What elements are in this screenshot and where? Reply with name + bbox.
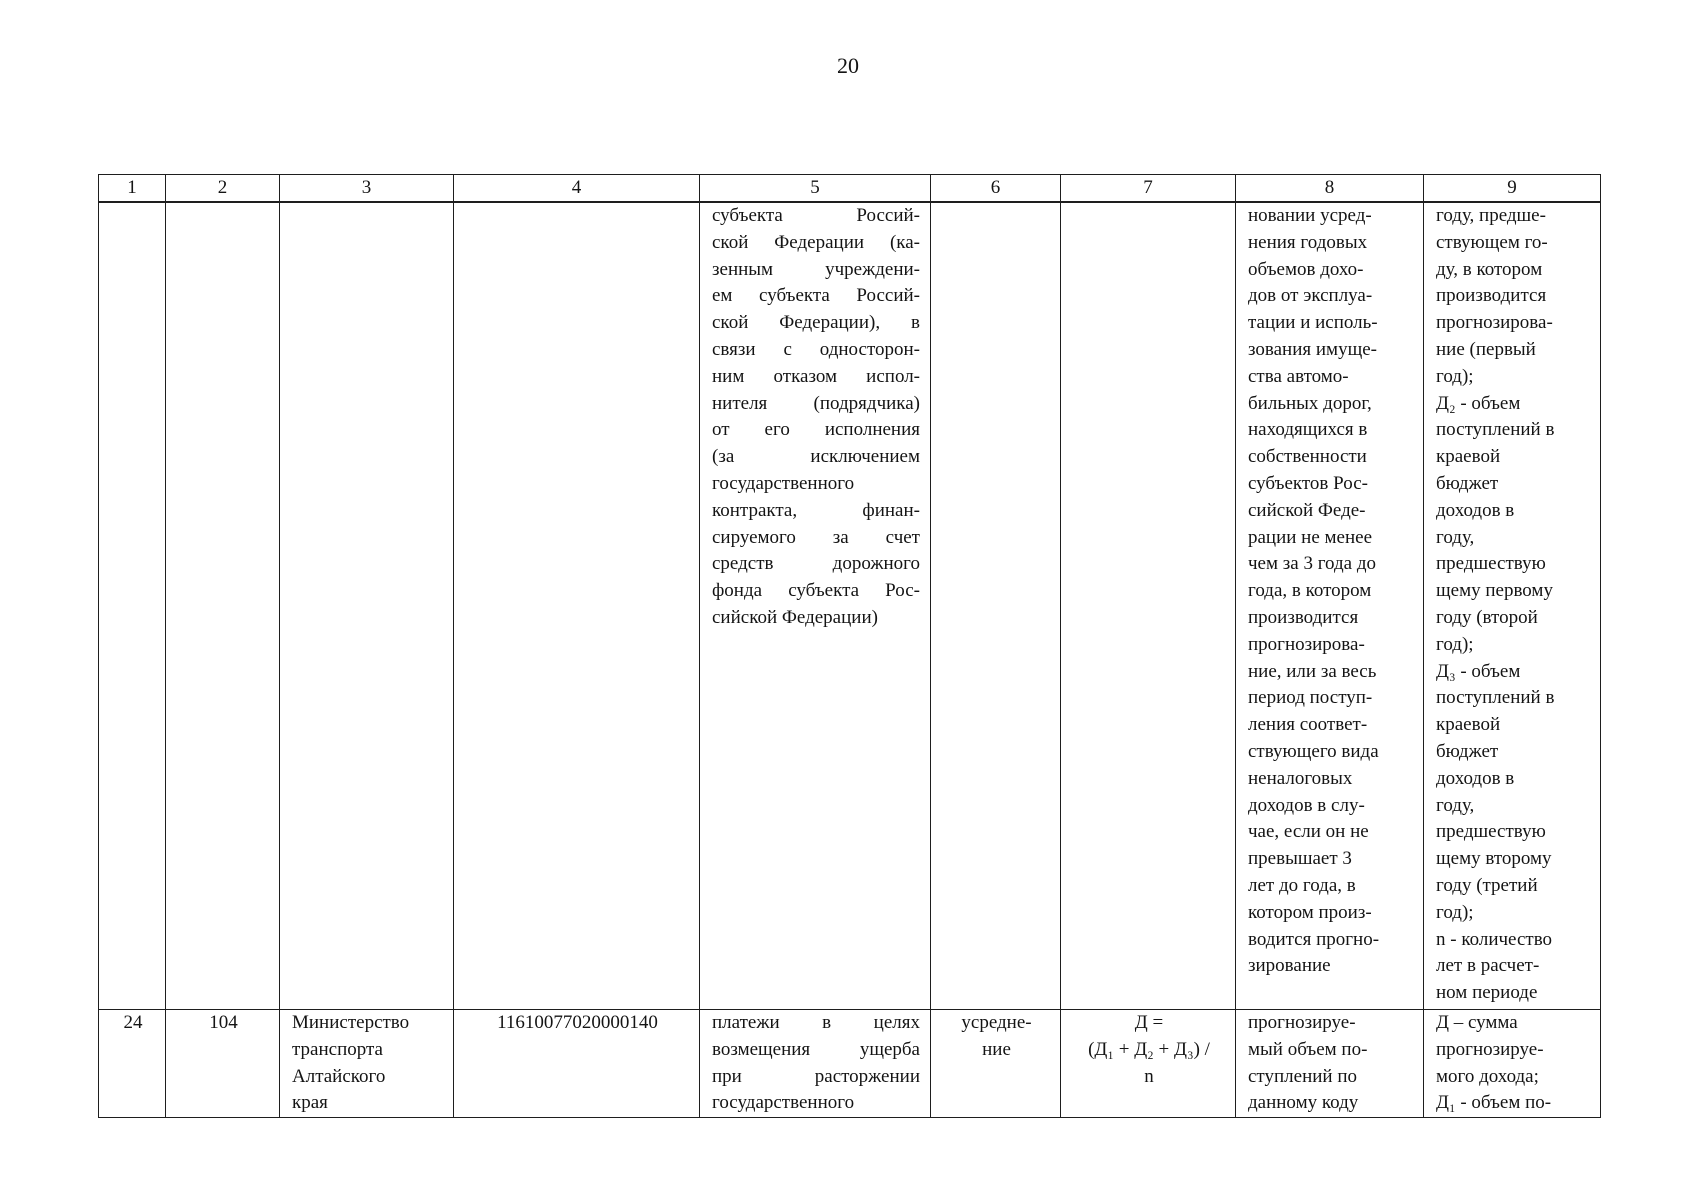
- cell-kbk-code: [454, 202, 700, 1010]
- cell-algorithm: [1236, 202, 1424, 1010]
- text-line: средств дорожного: [712, 553, 920, 575]
- cell-algorithm: [1236, 1010, 1424, 1118]
- text-line: ним отказом испол-: [712, 365, 920, 387]
- text-line: фонда субъекта Рос-: [712, 580, 920, 602]
- column-header-9: 9: [1424, 175, 1601, 203]
- cell-number: [99, 1010, 166, 1118]
- cell-method: [931, 1010, 1061, 1118]
- cell-text: 104: [209, 1012, 238, 1033]
- cell-formula: [1061, 202, 1236, 1010]
- cell-admin-name: [280, 202, 454, 1010]
- cell-admin-code: [166, 202, 280, 1010]
- text-line: возмещения ущерба: [712, 1038, 920, 1060]
- cell-text: 11610077020000140: [497, 1012, 658, 1033]
- cell-text: усредне- ние: [961, 1012, 1032, 1060]
- cell-kbk-code: [454, 1010, 700, 1118]
- header-row: [99, 175, 1601, 203]
- cell-number: [99, 202, 166, 1010]
- text-line: связи с односторон-: [712, 338, 920, 360]
- column-header-8: 8: [1236, 175, 1424, 203]
- cell-formula: [1061, 1010, 1236, 1118]
- cell-revenue-name: [700, 1010, 931, 1118]
- column-header-3: 3: [280, 175, 454, 203]
- column-header-7: 7: [1061, 175, 1236, 203]
- text-line: от его исполнения: [712, 419, 920, 441]
- cell-indicators: [1424, 1010, 1601, 1118]
- text-line: государственного: [712, 472, 855, 494]
- cell-text: Министерство транспорта Алтайского края: [292, 1012, 410, 1114]
- cell-text: прогнозируе- мый объем по- ступлений по данному коду: [1248, 1012, 1368, 1114]
- text-line: сируемого за счет: [712, 526, 920, 548]
- text-line: контракта, финан-: [712, 499, 920, 521]
- text-line: при расторжении: [712, 1065, 920, 1087]
- cell-text: новании усред- нения годовых объемов дохо- дов от эксплуа- тации и исполь- зования имуще- ства автомо- бильных дорог, находящихся в собственности субъектов Рос- сийской Феде- рации не менее чем за 3 года до года, в котором производится прогнозирова- ние, или за весь период поступ- ления соответ- ствующего вида неналоговых доходов в слу- чае, если он не превышает 3 лет до года, в котором произ- водится прогно- зирование: [1248, 205, 1380, 977]
- cell-method: [931, 202, 1061, 1010]
- text-line: нителя (подрядчика): [712, 392, 920, 414]
- text-line: (за исключением: [712, 446, 920, 468]
- text-line: платежи в целях: [712, 1012, 920, 1033]
- cell-text: Д = (Д₁ + Д₂ + Д₃) / n: [1088, 1012, 1210, 1087]
- text-line: сийской Федерации): [712, 606, 878, 628]
- column-header-1: 1: [99, 175, 166, 203]
- column-header-5: 5: [700, 175, 931, 203]
- cell-admin-code: [166, 1010, 280, 1118]
- revenue-forecast-table: [98, 174, 1601, 1118]
- text-line: ской Федерации), в: [712, 312, 920, 334]
- cell-text: [712, 203, 920, 632]
- text-line: ем субъекта Россий-: [712, 285, 920, 307]
- text-line: субъекта Россий-: [712, 205, 920, 226]
- cell-indicators: [1424, 202, 1601, 1010]
- cell-text: [712, 1010, 920, 1117]
- table-row-24: [99, 1010, 1601, 1118]
- cell-admin-name: [280, 1010, 454, 1118]
- text-line: зенным учреждени-: [712, 258, 920, 280]
- page-number: 20: [837, 53, 859, 78]
- cell-text: году, предше- ствующем го- ду, в котором производится прогнозирова- ние (первый год); Д₂ - объем поступлений в краевой бюджет доходов в году, предшествую щему первому году (второй год); Д₃ - объем поступлений в краевой бюджет доходов в году, предшествую щему второму году (третий год); n - количество лет в расчет- ном периоде: [1436, 205, 1555, 1004]
- text-line: государственного: [712, 1092, 855, 1114]
- cell-text: Д – сумма прогнозируе- мого дохода; Д₁ - объем по-: [1436, 1012, 1552, 1114]
- table-row-continuation: [99, 202, 1601, 1010]
- cell-revenue-name: [700, 202, 931, 1010]
- column-header-4: 4: [454, 175, 700, 203]
- cell-text: 24: [123, 1012, 143, 1033]
- text-line: ской Федерации (ка-: [712, 231, 920, 253]
- column-header-6: 6: [931, 175, 1061, 203]
- column-header-2: 2: [166, 175, 280, 203]
